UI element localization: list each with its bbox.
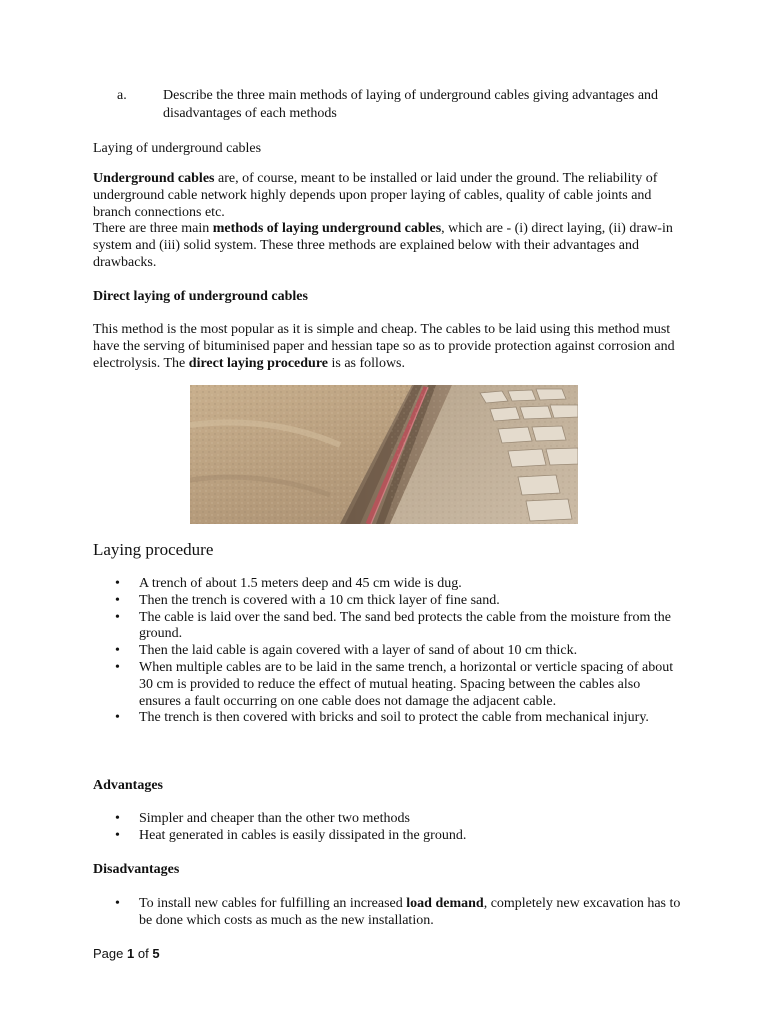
intro-text-start: There are three main <box>93 221 213 236</box>
advantages-heading: Advantages <box>93 778 164 793</box>
list-item: • The trench is then covered with bricks and soil to protect the cable from mechanical injury. <box>93 710 683 727</box>
direct-laying-text-rest: is as follows. <box>328 356 405 371</box>
intro-bold-term: Underground cables <box>93 171 215 186</box>
page-footer <box>93 946 160 961</box>
list-item: • Then the laid cable is again covered with a layer of sand of about 10 cm thick. <box>93 643 683 660</box>
footer-page-total: 5 <box>152 946 160 961</box>
list-item: • Heat generated in cables is easily dissipated in the ground. <box>93 828 683 845</box>
list-item <box>93 896 683 930</box>
intro-text: are, of course, meant to be installed or laid under the ground. The reliability of underground cable network highly depends upon proper laying of cables, quality of cable joints and branch connections etc. <box>93 171 658 220</box>
trench-photo-drawing <box>190 385 578 524</box>
disadvantage-bold: load demand <box>406 896 484 911</box>
question-text: Describe the three main methods of laying of underground cables giving advantages and disadvantages of each methods <box>163 88 659 121</box>
intro-paragraph-1 <box>93 170 683 221</box>
list-item: • Simpler and cheaper than the other two methods <box>93 811 683 828</box>
advantages-list <box>93 811 683 845</box>
direct-laying-paragraph <box>93 321 683 372</box>
footer-page-number: 1 <box>127 946 135 961</box>
section-title: Laying of underground cables <box>93 141 262 156</box>
footer-of-word: of <box>137 946 149 961</box>
intro-text-rest: , which are - (i) direct laying, (ii) draw-in system and (iii) solid system. These three methods are explained below with their advantages and drawbacks. <box>93 221 673 270</box>
disadvantage-text-start: To install new cables for fulfilling an increased <box>139 896 407 911</box>
direct-laying-bold: direct laying procedure <box>188 356 328 371</box>
list-item: • A trench of about 1.5 meters deep and 45 cm wide is dug. <box>93 576 683 593</box>
procedure-list <box>93 576 683 727</box>
disadvantages-heading: Disadvantages <box>93 862 180 877</box>
list-item: • The cable is laid over the sand bed. The sand bed protects the cable from the moisture from the ground. <box>93 610 683 644</box>
disadvantages-list <box>93 896 683 930</box>
disadvantage-text-rest: , completely new excavation has to be done which costs as much as the new installation. <box>139 896 681 928</box>
direct-laying-text-start: This method is the most popular as it is simple and cheap. The cables to be laid using this method must have the serving of bituminised paper and hessian tape so as to provide protection against corrosion and electrolysis. The <box>93 322 675 371</box>
intro-paragraph-2 <box>93 220 683 271</box>
direct-laying-heading: Direct laying of underground cables <box>93 289 308 304</box>
list-item: • When multiple cables are to be laid in the same trench, a horizontal or verticle spacing of about 30 cm is provided to reduce the effect of mutual heating. Spacing between the cables also ensures a fault occurring on one cable does not damage the adjacent cable. <box>93 660 683 710</box>
intro-bold-methods: methods of laying underground cables <box>212 221 442 236</box>
list-item: • Then the trench is covered with a 10 cm thick layer of fine sand. <box>93 593 683 610</box>
trench-cable-photo <box>190 385 578 524</box>
laying-procedure-heading: Laying procedure <box>93 540 214 559</box>
question-number: a. <box>117 88 127 103</box>
footer-page-word: Page <box>93 946 124 961</box>
